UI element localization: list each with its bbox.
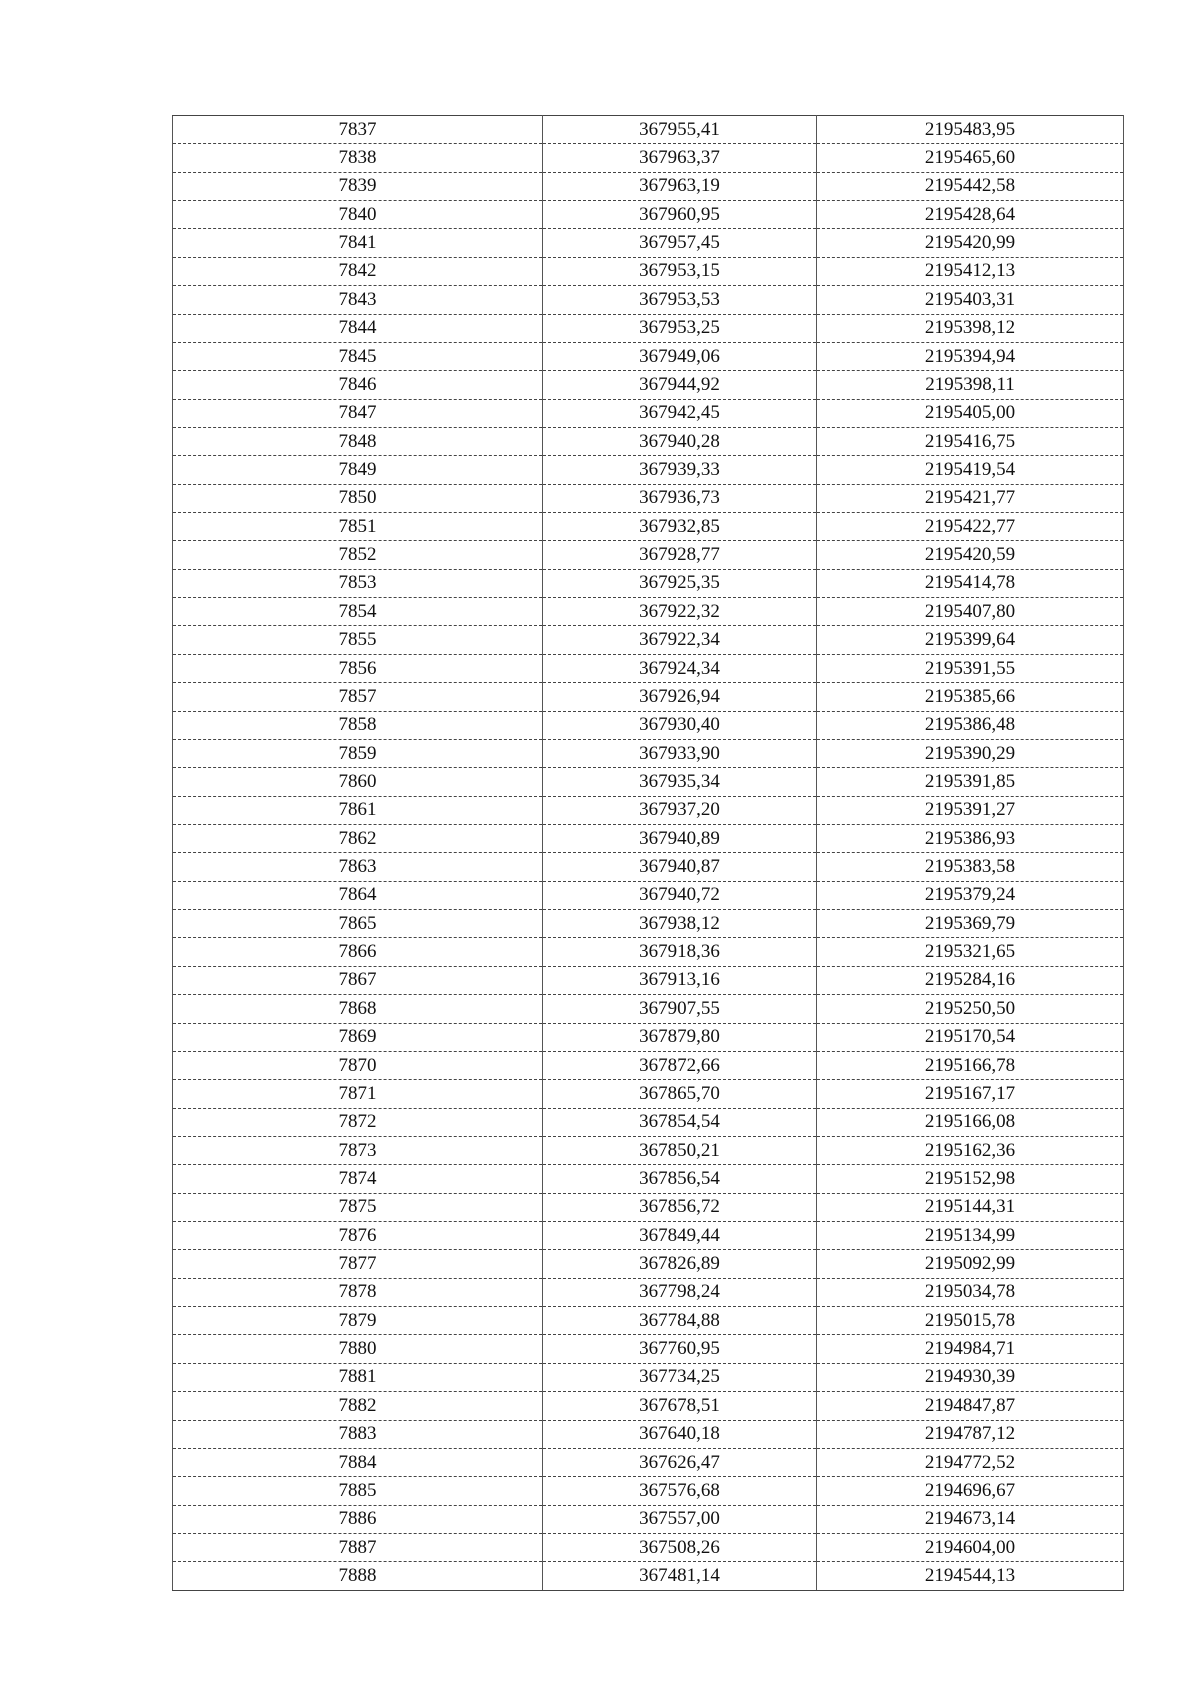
point-number-cell: 7856	[173, 654, 543, 682]
point-number-cell: 7842	[173, 257, 543, 285]
table-row	[173, 569, 1124, 597]
table-row	[173, 286, 1124, 314]
y-coordinate-cell: 2195419,54	[817, 456, 1124, 484]
point-number-cell: 7872	[173, 1108, 543, 1136]
y-coordinate-cell: 2195398,12	[817, 314, 1124, 342]
x-coordinate-cell: 367850,21	[543, 1136, 817, 1164]
point-number-cell: 7873	[173, 1136, 543, 1164]
x-coordinate-cell: 367940,72	[543, 881, 817, 909]
table-row	[173, 654, 1124, 682]
x-coordinate-cell: 367940,28	[543, 427, 817, 455]
point-number-cell: 7848	[173, 427, 543, 455]
table-row	[173, 1051, 1124, 1079]
x-coordinate-cell: 367922,32	[543, 598, 817, 626]
x-coordinate-cell: 367925,35	[543, 569, 817, 597]
x-coordinate-cell: 367924,34	[543, 654, 817, 682]
point-number-cell: 7838	[173, 144, 543, 172]
point-number-cell: 7878	[173, 1278, 543, 1306]
table-row	[173, 1165, 1124, 1193]
point-number-cell: 7879	[173, 1307, 543, 1335]
point-number-cell: 7885	[173, 1477, 543, 1505]
x-coordinate-cell: 367940,87	[543, 853, 817, 881]
y-coordinate-cell: 2195403,31	[817, 286, 1124, 314]
table-row	[173, 768, 1124, 796]
point-number-cell: 7874	[173, 1165, 543, 1193]
table-row	[173, 1448, 1124, 1476]
x-coordinate-cell: 367784,88	[543, 1307, 817, 1335]
point-number-cell: 7862	[173, 824, 543, 852]
y-coordinate-cell: 2195394,94	[817, 342, 1124, 370]
point-number-cell: 7859	[173, 739, 543, 767]
y-coordinate-cell: 2195015,78	[817, 1307, 1124, 1335]
y-coordinate-cell: 2194847,87	[817, 1392, 1124, 1420]
y-coordinate-cell: 2195407,80	[817, 598, 1124, 626]
table-row	[173, 938, 1124, 966]
x-coordinate-cell: 367849,44	[543, 1222, 817, 1250]
y-coordinate-cell: 2194772,52	[817, 1448, 1124, 1476]
table-row	[173, 427, 1124, 455]
x-coordinate-cell: 367678,51	[543, 1392, 817, 1420]
table-row	[173, 1477, 1124, 1505]
y-coordinate-cell: 2194544,13	[817, 1562, 1124, 1590]
y-coordinate-cell: 2195167,17	[817, 1080, 1124, 1108]
y-coordinate-cell: 2195399,64	[817, 626, 1124, 654]
x-coordinate-cell: 367942,45	[543, 399, 817, 427]
x-coordinate-cell: 367960,95	[543, 201, 817, 229]
point-number-cell: 7868	[173, 995, 543, 1023]
x-coordinate-cell: 367922,34	[543, 626, 817, 654]
y-coordinate-cell: 2195391,85	[817, 768, 1124, 796]
coordinates-table	[172, 115, 1124, 1591]
table-row	[173, 910, 1124, 938]
point-number-cell: 7857	[173, 683, 543, 711]
table-row	[173, 1023, 1124, 1051]
x-coordinate-cell: 367626,47	[543, 1448, 817, 1476]
x-coordinate-cell: 367865,70	[543, 1080, 817, 1108]
y-coordinate-cell: 2194673,14	[817, 1505, 1124, 1533]
x-coordinate-cell: 367907,55	[543, 995, 817, 1023]
table-row	[173, 995, 1124, 1023]
y-coordinate-cell: 2195383,58	[817, 853, 1124, 881]
point-number-cell: 7852	[173, 541, 543, 569]
x-coordinate-cell: 367826,89	[543, 1250, 817, 1278]
y-coordinate-cell: 2195152,98	[817, 1165, 1124, 1193]
y-coordinate-cell: 2195144,31	[817, 1193, 1124, 1221]
table-row	[173, 626, 1124, 654]
y-coordinate-cell: 2195420,59	[817, 541, 1124, 569]
point-number-cell: 7837	[173, 116, 543, 144]
x-coordinate-cell: 367940,89	[543, 824, 817, 852]
point-number-cell: 7851	[173, 513, 543, 541]
point-number-cell: 7871	[173, 1080, 543, 1108]
y-coordinate-cell: 2195398,11	[817, 371, 1124, 399]
table-row	[173, 1136, 1124, 1164]
point-number-cell: 7888	[173, 1562, 543, 1590]
point-number-cell: 7880	[173, 1335, 543, 1363]
point-number-cell: 7853	[173, 569, 543, 597]
point-number-cell: 7864	[173, 881, 543, 909]
x-coordinate-cell: 367963,19	[543, 172, 817, 200]
x-coordinate-cell: 367918,36	[543, 938, 817, 966]
point-number-cell: 7849	[173, 456, 543, 484]
point-number-cell: 7870	[173, 1051, 543, 1079]
point-number-cell: 7839	[173, 172, 543, 200]
table-row	[173, 314, 1124, 342]
y-coordinate-cell: 2195170,54	[817, 1023, 1124, 1051]
point-number-cell: 7846	[173, 371, 543, 399]
table-row	[173, 1562, 1124, 1590]
y-coordinate-cell: 2194930,39	[817, 1363, 1124, 1391]
y-coordinate-cell: 2195421,77	[817, 484, 1124, 512]
point-number-cell: 7882	[173, 1392, 543, 1420]
table-row	[173, 1420, 1124, 1448]
point-number-cell: 7883	[173, 1420, 543, 1448]
table-row	[173, 1080, 1124, 1108]
point-number-cell: 7843	[173, 286, 543, 314]
x-coordinate-cell: 367953,25	[543, 314, 817, 342]
y-coordinate-cell: 2195390,29	[817, 739, 1124, 767]
point-number-cell: 7867	[173, 966, 543, 994]
x-coordinate-cell: 367932,85	[543, 513, 817, 541]
x-coordinate-cell: 367913,16	[543, 966, 817, 994]
table-row	[173, 144, 1124, 172]
x-coordinate-cell: 367949,06	[543, 342, 817, 370]
y-coordinate-cell: 2195442,58	[817, 172, 1124, 200]
point-number-cell: 7863	[173, 853, 543, 881]
table-row	[173, 1335, 1124, 1363]
point-number-cell: 7884	[173, 1448, 543, 1476]
point-number-cell: 7875	[173, 1193, 543, 1221]
y-coordinate-cell: 2195391,55	[817, 654, 1124, 682]
x-coordinate-cell: 367937,20	[543, 796, 817, 824]
y-coordinate-cell: 2195162,36	[817, 1136, 1124, 1164]
x-coordinate-cell: 367854,54	[543, 1108, 817, 1136]
x-coordinate-cell: 367576,68	[543, 1477, 817, 1505]
y-coordinate-cell: 2195391,27	[817, 796, 1124, 824]
x-coordinate-cell: 367955,41	[543, 116, 817, 144]
table-row	[173, 739, 1124, 767]
table-row	[173, 342, 1124, 370]
x-coordinate-cell: 367856,72	[543, 1193, 817, 1221]
x-coordinate-cell: 367928,77	[543, 541, 817, 569]
y-coordinate-cell: 2195034,78	[817, 1278, 1124, 1306]
point-number-cell: 7861	[173, 796, 543, 824]
y-coordinate-cell: 2195412,13	[817, 257, 1124, 285]
y-coordinate-cell: 2195284,16	[817, 966, 1124, 994]
point-number-cell: 7887	[173, 1533, 543, 1561]
y-coordinate-cell: 2195321,65	[817, 938, 1124, 966]
table-row	[173, 484, 1124, 512]
x-coordinate-cell: 367856,54	[543, 1165, 817, 1193]
table-row	[173, 456, 1124, 484]
x-coordinate-cell: 367953,53	[543, 286, 817, 314]
x-coordinate-cell: 367953,15	[543, 257, 817, 285]
table-row	[173, 1278, 1124, 1306]
y-coordinate-cell: 2195422,77	[817, 513, 1124, 541]
x-coordinate-cell: 367872,66	[543, 1051, 817, 1079]
y-coordinate-cell: 2195465,60	[817, 144, 1124, 172]
y-coordinate-cell: 2195386,93	[817, 824, 1124, 852]
table-row	[173, 711, 1124, 739]
coordinates-table-body	[173, 116, 1124, 1591]
y-coordinate-cell: 2195166,78	[817, 1051, 1124, 1079]
point-number-cell: 7881	[173, 1363, 543, 1391]
x-coordinate-cell: 367481,14	[543, 1562, 817, 1590]
point-number-cell: 7866	[173, 938, 543, 966]
x-coordinate-cell: 367926,94	[543, 683, 817, 711]
x-coordinate-cell: 367963,37	[543, 144, 817, 172]
x-coordinate-cell: 367933,90	[543, 739, 817, 767]
point-number-cell: 7877	[173, 1250, 543, 1278]
table-row	[173, 541, 1124, 569]
table-row	[173, 257, 1124, 285]
x-coordinate-cell: 367879,80	[543, 1023, 817, 1051]
y-coordinate-cell: 2195420,99	[817, 229, 1124, 257]
y-coordinate-cell: 2195166,08	[817, 1108, 1124, 1136]
table-row	[173, 824, 1124, 852]
x-coordinate-cell: 367734,25	[543, 1363, 817, 1391]
x-coordinate-cell: 367760,95	[543, 1335, 817, 1363]
point-number-cell: 7869	[173, 1023, 543, 1051]
table-row	[173, 796, 1124, 824]
y-coordinate-cell: 2195134,99	[817, 1222, 1124, 1250]
y-coordinate-cell: 2195379,24	[817, 881, 1124, 909]
table-row	[173, 1363, 1124, 1391]
x-coordinate-cell: 367944,92	[543, 371, 817, 399]
y-coordinate-cell: 2195369,79	[817, 910, 1124, 938]
table-row	[173, 1392, 1124, 1420]
y-coordinate-cell: 2195385,66	[817, 683, 1124, 711]
table-row	[173, 881, 1124, 909]
point-number-cell: 7865	[173, 910, 543, 938]
x-coordinate-cell: 367935,34	[543, 768, 817, 796]
table-row	[173, 683, 1124, 711]
x-coordinate-cell: 367939,33	[543, 456, 817, 484]
point-number-cell: 7845	[173, 342, 543, 370]
table-row	[173, 1505, 1124, 1533]
x-coordinate-cell: 367930,40	[543, 711, 817, 739]
y-coordinate-cell: 2194984,71	[817, 1335, 1124, 1363]
y-coordinate-cell: 2195416,75	[817, 427, 1124, 455]
point-number-cell: 7844	[173, 314, 543, 342]
table-row	[173, 1108, 1124, 1136]
table-row	[173, 1533, 1124, 1561]
x-coordinate-cell: 367798,24	[543, 1278, 817, 1306]
x-coordinate-cell: 367557,00	[543, 1505, 817, 1533]
x-coordinate-cell: 367957,45	[543, 229, 817, 257]
table-row	[173, 1250, 1124, 1278]
table-row	[173, 172, 1124, 200]
table-row	[173, 598, 1124, 626]
point-number-cell: 7841	[173, 229, 543, 257]
table-row	[173, 201, 1124, 229]
point-number-cell: 7854	[173, 598, 543, 626]
y-coordinate-cell: 2194604,00	[817, 1533, 1124, 1561]
table-row	[173, 966, 1124, 994]
point-number-cell: 7847	[173, 399, 543, 427]
y-coordinate-cell: 2195414,78	[817, 569, 1124, 597]
y-coordinate-cell: 2195428,64	[817, 201, 1124, 229]
x-coordinate-cell: 367508,26	[543, 1533, 817, 1561]
y-coordinate-cell: 2194787,12	[817, 1420, 1124, 1448]
table-row	[173, 399, 1124, 427]
point-number-cell: 7850	[173, 484, 543, 512]
y-coordinate-cell: 2194696,67	[817, 1477, 1124, 1505]
y-coordinate-cell: 2195092,99	[817, 1250, 1124, 1278]
x-coordinate-cell: 367938,12	[543, 910, 817, 938]
table-row	[173, 513, 1124, 541]
y-coordinate-cell: 2195386,48	[817, 711, 1124, 739]
point-number-cell: 7860	[173, 768, 543, 796]
x-coordinate-cell: 367936,73	[543, 484, 817, 512]
table-row	[173, 229, 1124, 257]
point-number-cell: 7876	[173, 1222, 543, 1250]
table-row	[173, 853, 1124, 881]
y-coordinate-cell: 2195250,50	[817, 995, 1124, 1023]
y-coordinate-cell: 2195483,95	[817, 116, 1124, 144]
point-number-cell: 7886	[173, 1505, 543, 1533]
table-row	[173, 371, 1124, 399]
y-coordinate-cell: 2195405,00	[817, 399, 1124, 427]
table-row	[173, 1222, 1124, 1250]
table-row	[173, 116, 1124, 144]
table-row	[173, 1307, 1124, 1335]
point-number-cell: 7858	[173, 711, 543, 739]
point-number-cell: 7855	[173, 626, 543, 654]
point-number-cell: 7840	[173, 201, 543, 229]
table-row	[173, 1193, 1124, 1221]
x-coordinate-cell: 367640,18	[543, 1420, 817, 1448]
